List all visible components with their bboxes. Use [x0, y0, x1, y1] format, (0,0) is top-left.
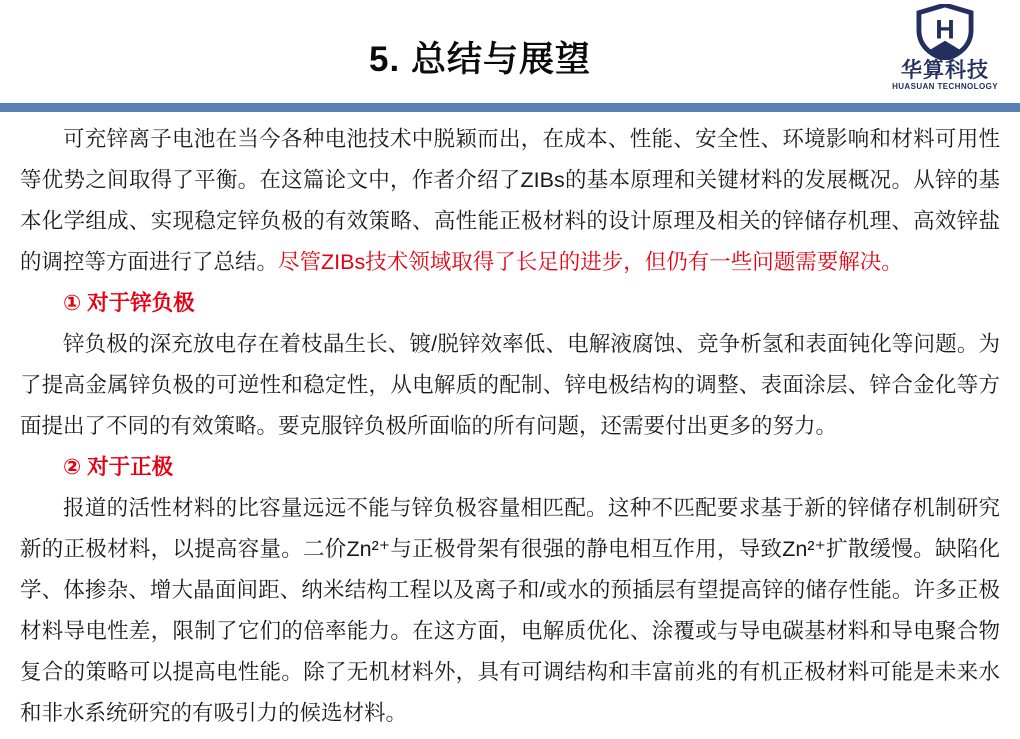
- section-1-heading: ① 对于锌负极: [63, 291, 195, 315]
- section-2-paragraph: 报道的活性材料的比容量远远不能与锌负极容量相匹配。这种不匹配要求基于新的锌储存机制研究新的正极材料，以提高容量。二价Zn²⁺与正极骨架有很强的静电相互作用，导致Zn²⁺扩散缓慢。缺陷化学、体掺杂、增大晶面间距、纳米结构工程以及离子和/或水的预插层有望提高锌的储存性能。许多正极材料导电性差，限制了它们的倍率能力。在这方面，电解质优化、涂覆或与导电碳基材料和导电聚合物复合的策略可以提高电性能。除了无机材料外，具有可调结构和丰富前兆的有机正极材料可能是未来水和非水系统研究的有吸引力的候选材料。: [20, 496, 1000, 725]
- section-1-paragraph: 锌负极的深充放电存在着枝晶生长、镀/脱锌效率低、电解液腐蚀、竞争析氢和表面钝化等问题。为了提高金属锌负极的可逆性和稳定性，从电解质的配制、锌电极结构的调整、表面涂层、锌合金化等方面提出了不同的有效策略。要克服锌负极所面临的所有问题，还需要付出更多的努力。: [20, 332, 1000, 438]
- intro-text-black: 可充锌离子电池在当今各种电池技术中脱颖而出，在成本、性能、安全性、环境影响和材料可用性等优势之间取得了平衡。在这篇论文中，作者介绍了ZIBs的基本原理和关键材料的发展概况。从锌的基本化学组成、实现稳定锌负极的有效策略、高性能正极材料的设计原理及相关的锌储存机理、高效锌盐的调控等方面进行了总结。: [20, 127, 1000, 274]
- intro-text-red: 尽管ZIBs技术领域取得了长足的进步，但仍有一些问题需要解决。: [278, 250, 903, 274]
- brand-name: 华算科技: [901, 59, 989, 82]
- brand-name-en: HUASUAN TECHNOLOGY: [892, 82, 998, 91]
- slide-header: [0, 0, 1020, 103]
- shield-icon: [916, 4, 974, 60]
- huasuan-logo: [886, 4, 1004, 91]
- section-2-heading: ② 对于正极: [63, 455, 174, 479]
- shield-letter: H: [935, 14, 955, 45]
- page-title: 5. 总结与展望: [369, 40, 591, 79]
- header-divider-bar: [0, 103, 1020, 112]
- slide-body: [0, 112, 1020, 734]
- intro-paragraph: [20, 119, 1000, 283]
